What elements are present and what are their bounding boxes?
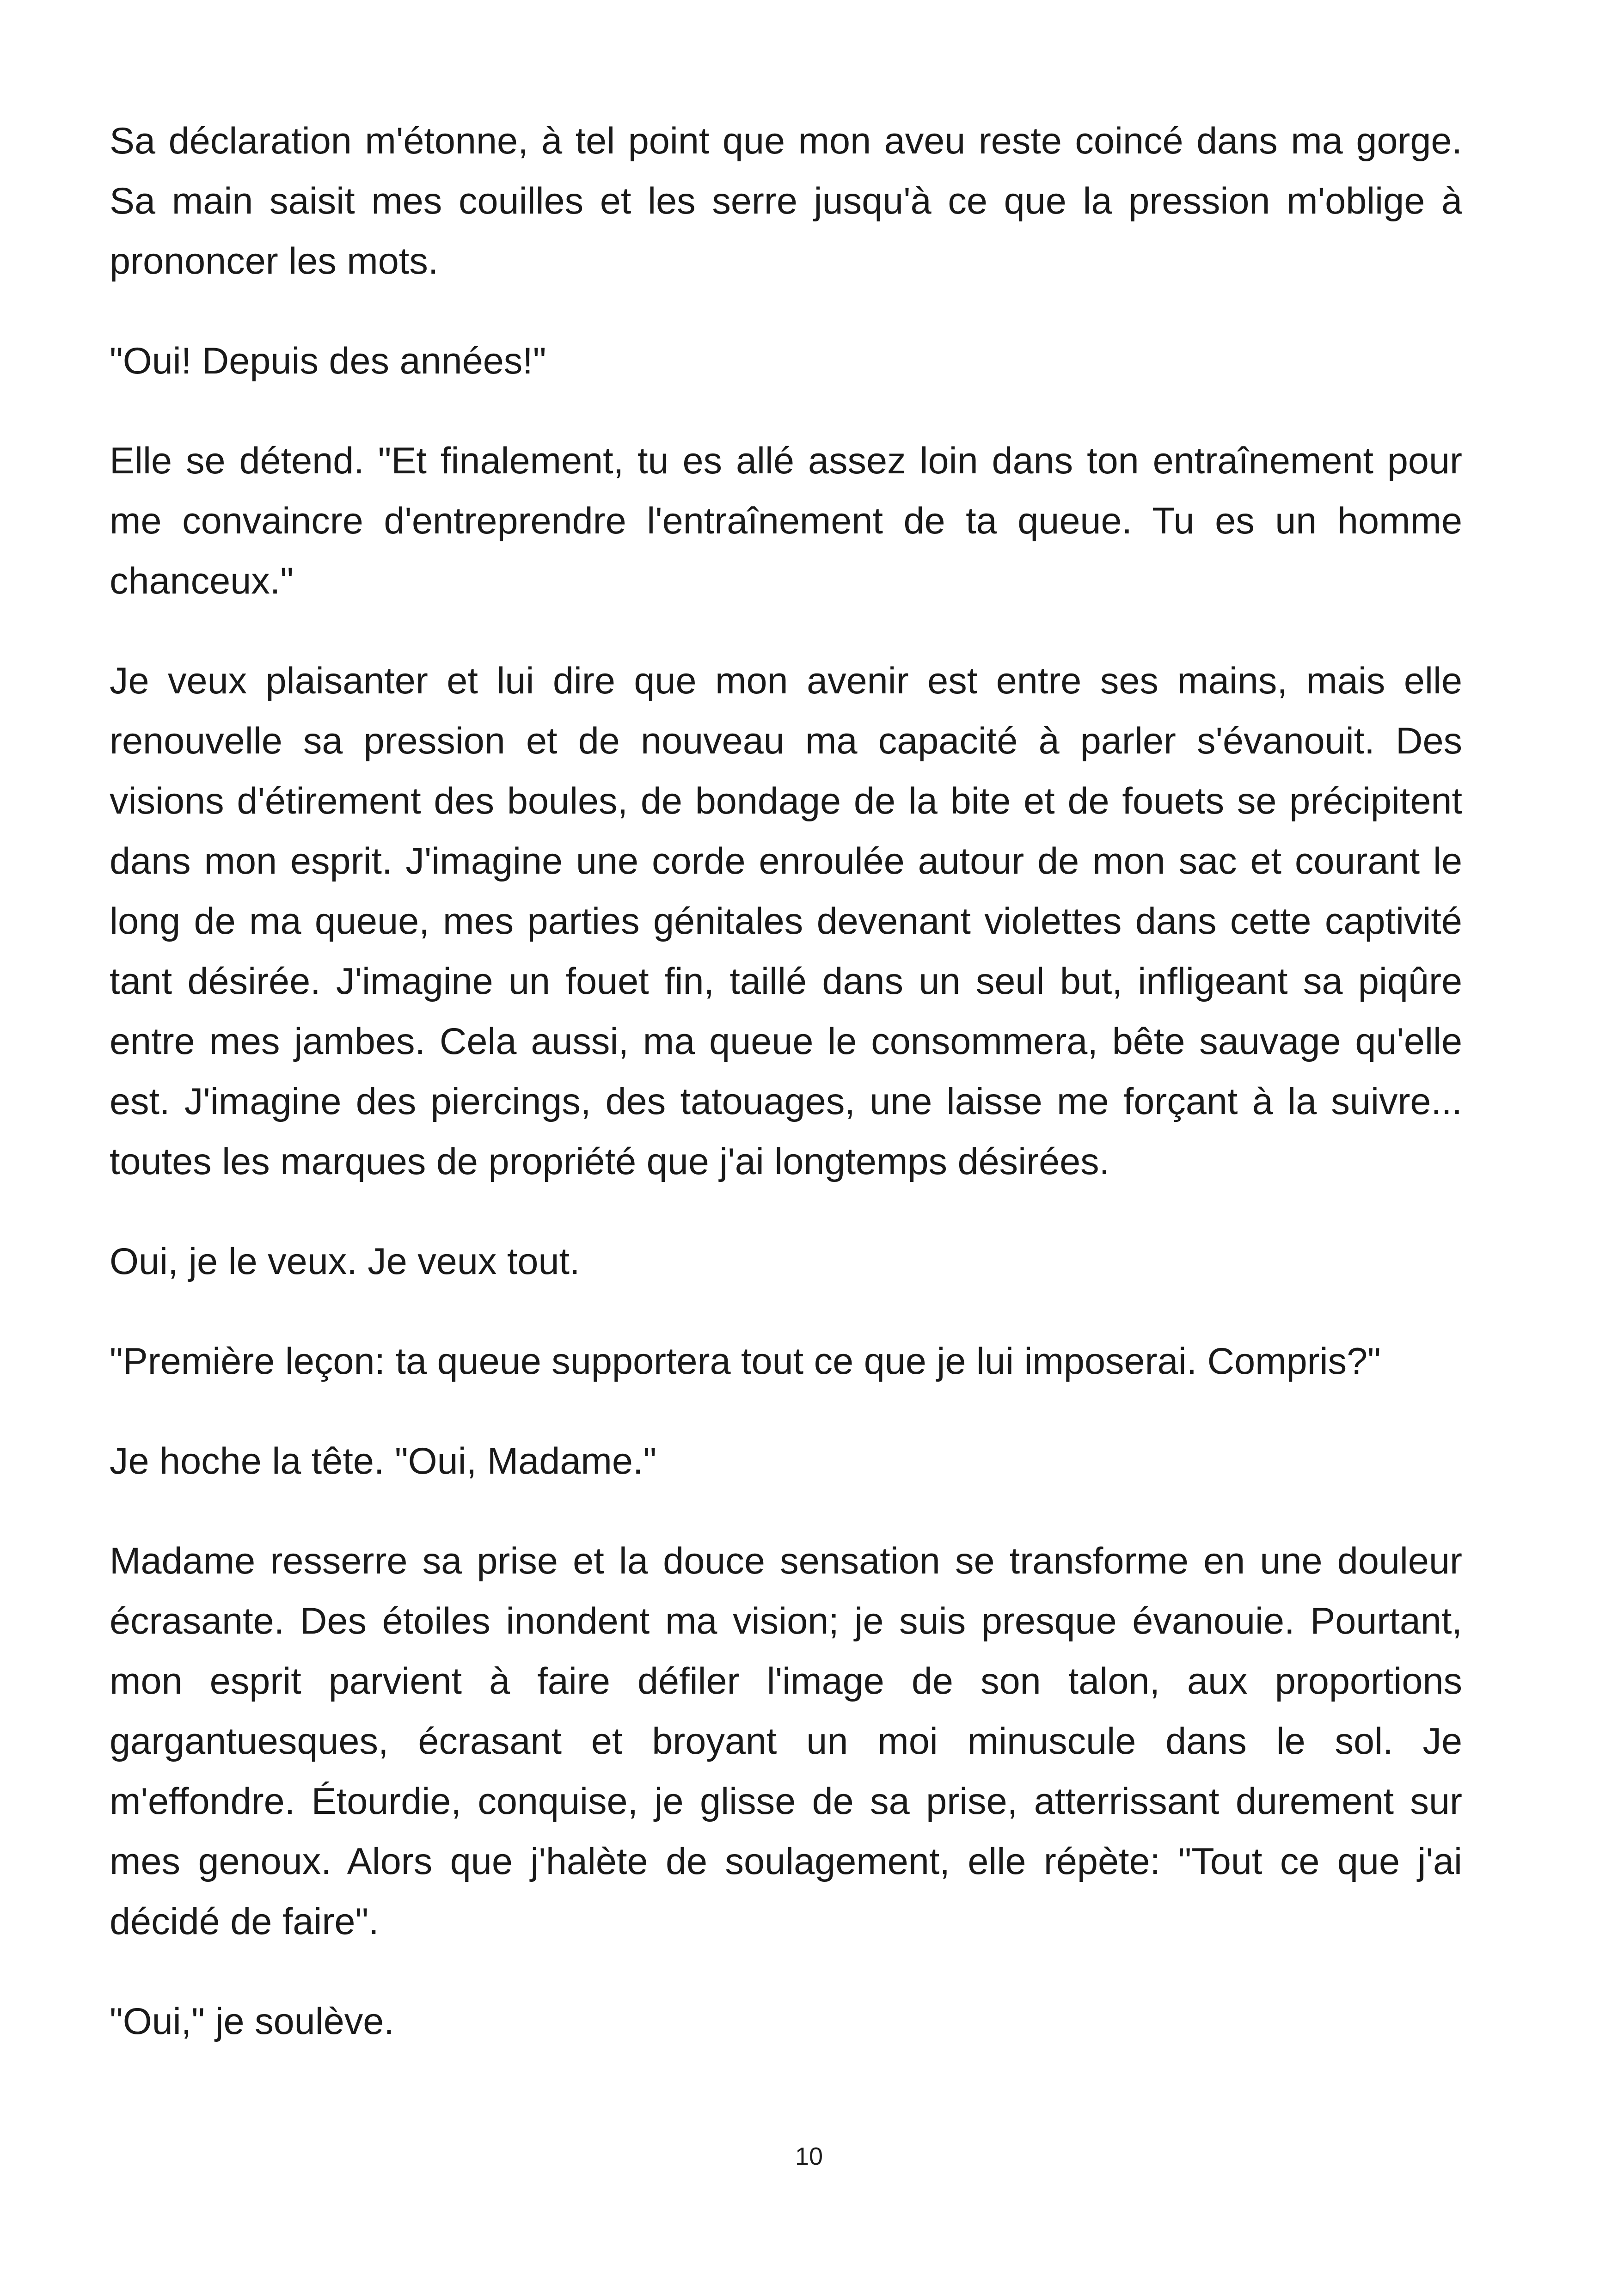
paragraph: "Oui," je soulève. (110, 2001, 394, 2042)
paragraph: Sa déclaration m'étonne, à tel point que mon aveu reste coincé dans ma gorge. Sa main saisit mes couilles et les serre jusqu'à ce que la pression m'oblige à prononcer les mots. (110, 120, 1462, 282)
paragraph: Oui, je le veux. Je veux tout. (110, 1241, 580, 1282)
paragraph: Je veux plaisanter et lui dire que mon avenir est entre ses mains, mais elle renouvelle sa pression et de nouveau ma capacité à parler s'évanouit. Des visions d'étirement des boules, de bondage de la bite et de fouets se précipitent dans mon esprit. J'imagine une corde enroulée autour de mon sac et courant le long de ma queue, mes parties génitales devenant violettes dans cette captivité tant désirée. J'imagine un fouet fin, taillé dans un seul but, infligeant sa piqûre entre mes jambes. Cela aussi, ma queue le consommera, bête sauvage qu'elle est. J'imagine des piercings, des tatouages, une laisse me forçant à la suivre... toutes les marques de propriété que j'ai longtemps désirées. (110, 660, 1462, 1182)
paragraph: Madame resserre sa prise et la douce sensation se transforme en une douleur écrasante. Des étoiles inondent ma vision; je suis presque évanouie. Pourtant, mon esprit parvient à faire défiler l'image de son talon, aux proportions gargantuesques, écrasant et broyant un moi minuscule dans le sol. Je m'effondre. Étourdie, conquise, je glisse de sa prise, atterrissant durement sur mes genoux. Alors que j'halète de soulagement, elle répète: "Tout ce que j'ai décidé de faire". (110, 1540, 1462, 1942)
paragraph: "Oui! Depuis des années!" (110, 340, 546, 382)
paragraph: "Première leçon: ta queue supportera tout ce que je lui imposerai. Compris?" (110, 1341, 1381, 1382)
page-number: 10 (795, 2143, 823, 2170)
body-text (110, 111, 1462, 2051)
paragraph: Elle se détend. "Et finalement, tu es allé assez loin dans ton entraînement pour me convaincre d'entreprendre l'entraînement de ta queue. Tu es un homme chanceux." (110, 440, 1462, 602)
paragraph: Je hoche la tête. "Oui, Madame." (110, 1440, 657, 1482)
